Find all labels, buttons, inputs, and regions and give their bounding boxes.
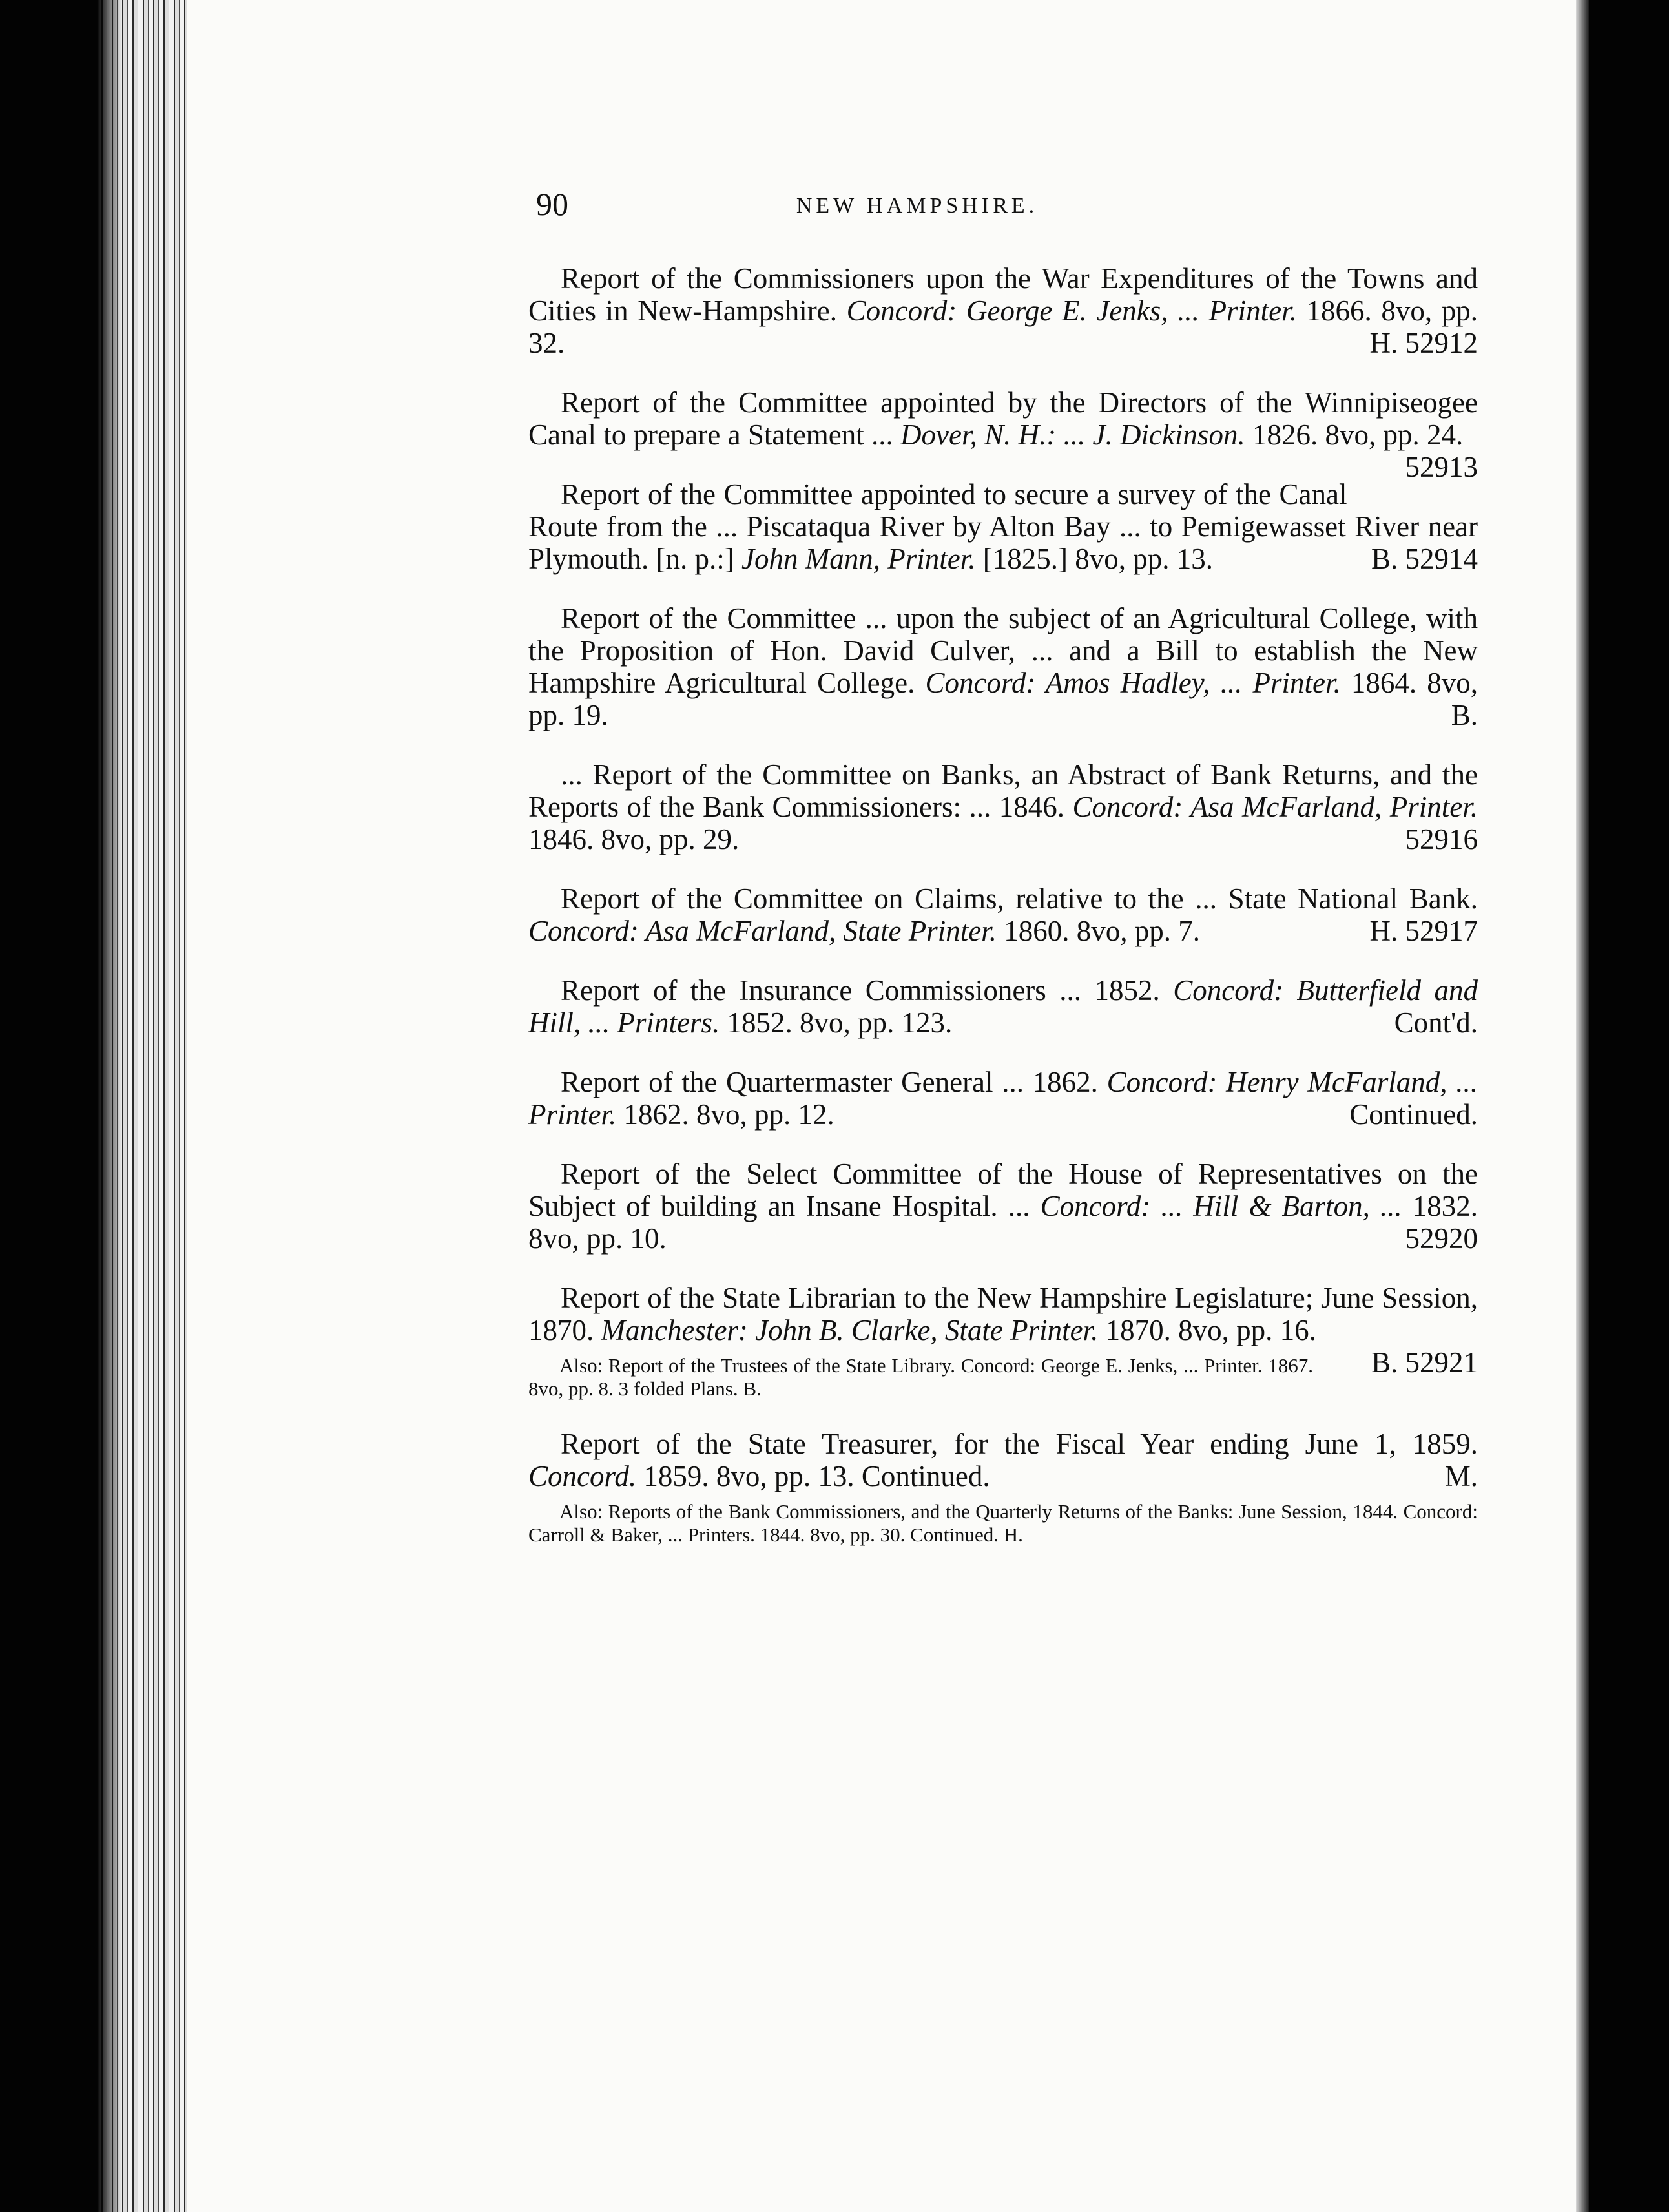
entry-details: 1859. 8vo, pp. 13. Continued. xyxy=(643,1460,990,1492)
list-item xyxy=(528,478,1478,575)
entry-number: B. xyxy=(1451,699,1478,731)
entry-details: 1870. 8vo, pp. 16. xyxy=(1105,1314,1316,1346)
entry-number: 52916 xyxy=(1405,823,1478,855)
entry-number: Continued. xyxy=(1349,1098,1478,1131)
entry-number: B. 52921 xyxy=(1371,1346,1478,1379)
list-item xyxy=(528,758,1478,855)
running-title: NEW HAMPSHIRE. xyxy=(796,194,1039,218)
running-head xyxy=(349,185,1486,236)
list-item xyxy=(528,974,1478,1039)
entry-text: Report of the Commissioners upon the War Expenditures of the Towns and Cities in New-Hampshire. xyxy=(528,262,1478,327)
entry-text: Report of the State Librarian to the New Hampshire Legislature; June Session, 1870. xyxy=(528,1282,1478,1346)
entry-number: 52920 xyxy=(1405,1222,1478,1255)
entry-number: 52913 xyxy=(1405,451,1478,483)
entry-imprint: Dover, N. H.: ... J. Dickinson. xyxy=(900,419,1245,451)
list-item xyxy=(528,1066,1478,1131)
entry-text: Report of the Committee ... upon the subject of an Agricultural College, with the Proposition of Hon. David Culver, ... and a Bill to establish the New Hampshire Agricultural College. xyxy=(528,602,1478,699)
gutter-shadow xyxy=(97,0,123,2212)
entry-details: [1825.] 8vo, pp. 13. xyxy=(982,543,1213,575)
list-item xyxy=(528,1428,1478,1492)
entry-imprint: John Mann, Printer. xyxy=(741,543,976,575)
entry-details: 1826. 8vo, pp. 24. xyxy=(1252,419,1464,451)
entry-note: Also: Reports of the Bank Commissioners, and the Quarterly Returns of the Banks: June Session, 1844. Concord: Carroll & Baker, ... Printers. 1844. 8vo, pp. 30. Continued. H. xyxy=(528,1500,1478,1546)
entry-imprint: Concord: Henry McFarland, ... Printer. xyxy=(528,1066,1478,1131)
entry-details: 1862. 8vo, pp. 12. xyxy=(623,1098,834,1131)
entry-imprint: Manchester: John B. Clarke, State Printer. xyxy=(601,1314,1099,1346)
entry-text: Report of the State Treasurer, for the Fiscal Year ending June 1, 1859. xyxy=(561,1428,1478,1460)
entry-text: Report of the Committee on Claims, relative to the ... State National Bank. xyxy=(561,882,1478,915)
entry-number: Cont'd. xyxy=(1394,1007,1478,1039)
list-item xyxy=(528,262,1478,359)
page-right-edge xyxy=(1576,0,1589,2212)
entry-details: 1866. 8vo, pp. 32. xyxy=(528,295,1478,359)
list-item xyxy=(528,882,1478,947)
entry-details: 1864. 8vo, pp. 19. xyxy=(528,667,1478,731)
entry-text: Report of the Committee appointed by the Directors of the Winnipiseogee Canal to prepare a Statement ... xyxy=(528,386,1478,451)
entry-number: M. xyxy=(1444,1460,1478,1492)
entry-text: Report of the Insurance Commissioners ... 1852. xyxy=(561,974,1160,1007)
entry-details: 1852. 8vo, pp. 123. xyxy=(727,1007,953,1039)
entry-note: Also: Report of the Trustees of the State Library. Concord: George E. Jenks, ... Printer. 1867. 8vo, pp. 8. 3 folded Plans. B. xyxy=(528,1354,1313,1400)
entry-imprint: Concord: Asa McFarland, State Printer. xyxy=(528,915,997,947)
list-item xyxy=(528,386,1478,483)
entry-list xyxy=(528,262,1478,1574)
entry-imprint: Concord: Asa McFarland, Printer. xyxy=(1072,791,1478,823)
entry-text: Report of the Committee appointed to secure a survey of the Canal Route from the ... Piscataqua River by Alton Bay ... to Pemigewasset River near Plymouth. [n. p.:] xyxy=(528,478,1478,575)
entry-details: 1860. 8vo, pp. 7. xyxy=(1004,915,1200,947)
list-item xyxy=(528,1158,1478,1255)
entry-number: H. 52912 xyxy=(1369,327,1478,359)
entry-details: 1846. 8vo, pp. 29. xyxy=(528,823,740,855)
entry-imprint: Concord: Butterfield and Hill, ... Printers. xyxy=(528,974,1478,1039)
entry-text: Report of the Quartermaster General ... 1862. xyxy=(561,1066,1098,1098)
entry-imprint: Concord: ... Hill & Barton, ... xyxy=(1040,1190,1402,1222)
entry-imprint: Concord: Amos Hadley, ... Printer. xyxy=(925,667,1341,699)
entry-details: 1832. 8vo, pp. 10. xyxy=(528,1190,1478,1255)
entry-number: B. 52914 xyxy=(1371,543,1478,575)
page-number: 90 xyxy=(536,186,568,222)
entry-text: Report of the Select Committee of the House of Representatives on the Subject of building an Insane Hospital. ... xyxy=(528,1158,1478,1222)
entry-text: ... Report of the Committee on Banks, an Abstract of Bank Returns, and the Reports of the Bank Commissioners: ... 1846. xyxy=(528,758,1478,823)
entry-imprint: Concord: George E. Jenks, ... Printer. xyxy=(846,295,1297,327)
entry-number: H. 52917 xyxy=(1369,915,1478,947)
entry-imprint: Concord. xyxy=(528,1460,637,1492)
list-item xyxy=(528,602,1478,731)
